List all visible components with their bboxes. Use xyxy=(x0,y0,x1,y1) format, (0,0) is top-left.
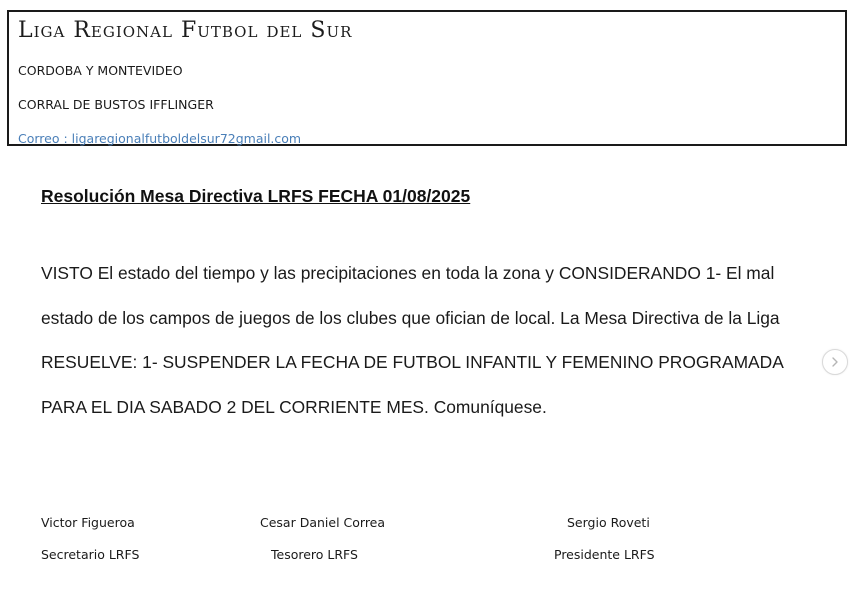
city-line: CORRAL DE BUSTOS IFFLINGER xyxy=(18,97,214,112)
signature-name-secretary: Victor Figueroa xyxy=(41,515,135,530)
email-line: Correo : ligaregionalfutboldelsur72gmail.com xyxy=(18,131,302,146)
resolution-title: Resolución Mesa Directiva LRFS FECHA 01/08/2025 xyxy=(41,186,471,206)
signature-role-treasurer: Tesorero LRFS xyxy=(271,547,358,562)
chevron-right-icon xyxy=(830,356,840,368)
signature-name-treasurer: Cesar Daniel Correa xyxy=(260,515,386,530)
org-name: Liga Regional Futbol del Sur xyxy=(18,18,353,43)
letterhead xyxy=(7,10,847,146)
next-button[interactable] xyxy=(822,349,848,375)
resolution-body: VISTO El estado del tiempo y las precipitaciones en toda la zona y CONSIDERANDO 1- El mal estado de los campos de juegos de los clubes que ofician de local. La Mesa Directiva de la Liga RESUELVE: 1- SUSPENDER LA FECHA DE FUTBOL INFANTIL Y FEMENINO PROGRAMADA PARA EL DIA SABADO 2 DEL CORRIENTE MES. Comuníquese. xyxy=(41,263,783,417)
address-line: CORDOBA Y MONTEVIDEO xyxy=(18,63,183,78)
signature-role-president: Presidente LRFS xyxy=(554,547,655,562)
signature-name-president: Sergio Roveti xyxy=(567,515,650,530)
signature-role-secretary: Secretario LRFS xyxy=(41,547,140,562)
